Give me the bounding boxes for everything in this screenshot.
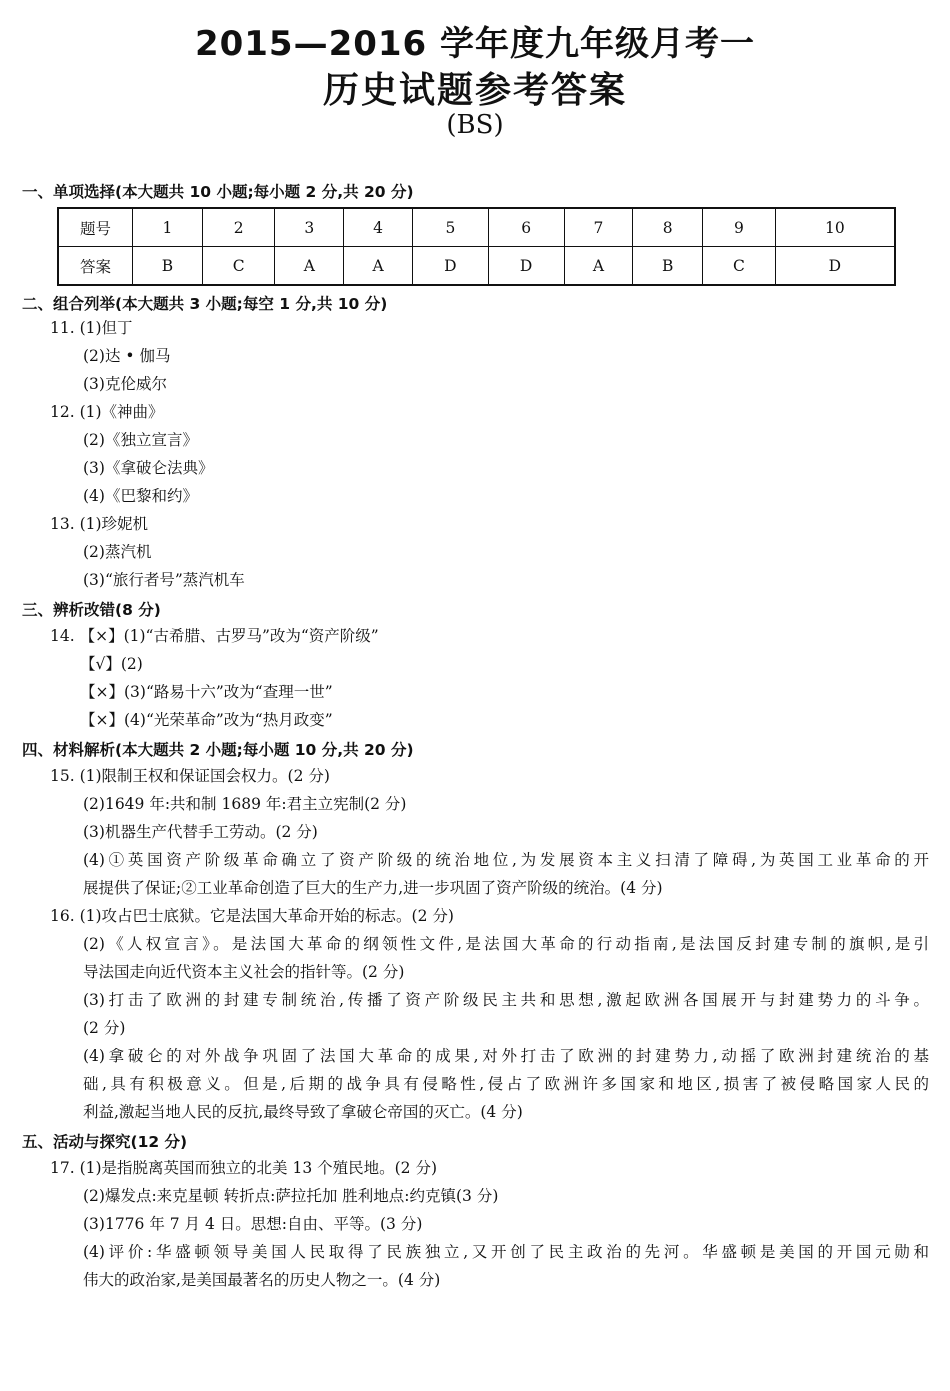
table-cell-number: 1 <box>133 208 203 247</box>
table-row-label: 题号 <box>58 208 133 247</box>
answer-line: 16. (1)攻占巴士底狱。它是法国大革命开始的标志。(2 分) <box>50 907 454 925</box>
answer-line: (4)①英国资产阶级革命确立了资产阶级的统治地位,为发展资本主义扫清了障碍,为英国工业革命的开 <box>83 851 929 869</box>
answer-line: (2)《人权宣言》。是法国大革命的纲领性文件,是法国大革命的行动指南,是法国反封建专制的旗帜,是引 <box>83 935 929 953</box>
section-heading-material-analysis: 四、材料解析(本大题共 2 小题;每小题 10 分,共 20 分) <box>22 741 414 759</box>
answer-line: 础,具有积极意义。但是,后期的战争具有侵略性,侵占了欧洲许多国家和地区,损害了被侵略国家人民的 <box>83 1075 929 1093</box>
answer-line: 【×】(4)“光荣革命”改为“热月政变” <box>80 711 333 729</box>
table-cell-number: 5 <box>413 208 489 247</box>
section-heading-combination: 二、组合列举(本大题共 3 小题;每空 1 分,共 10 分) <box>22 295 388 313</box>
answer-line: (4)评价:华盛顿领导美国人民取得了民族独立,又开创了民主政治的先河。华盛顿是美国的开国元勋和 <box>83 1243 929 1261</box>
answer-line: (2 分) <box>83 1019 126 1037</box>
answer-table <box>57 207 896 286</box>
answer-line: (4)《巴黎和约》 <box>83 487 198 505</box>
answer-line: 12. (1)《神曲》 <box>50 403 164 421</box>
answer-line: 【×】(3)“路易十六”改为“查理一世” <box>80 683 333 701</box>
answer-line: (2)1649 年:共和制 1689 年:君主立宪制(2 分) <box>83 795 407 813</box>
answer-line: (4)拿破仑的对外战争巩固了法国大革命的成果,对外打击了欧洲的封建势力,动摇了欧洲封建统治的基 <box>83 1047 929 1065</box>
table-cell-number: 7 <box>564 208 633 247</box>
document-title-line1: 2015—2016 学年度九年级月考一 <box>194 24 756 64</box>
table-cell-number: 6 <box>488 208 564 247</box>
document-title-line2: 历史试题参考答案 <box>322 70 627 111</box>
section-heading-correction: 三、辨析改错(8 分) <box>22 601 161 619</box>
answer-table-number-row <box>58 208 895 247</box>
answer-line: (3)机器生产代替手工劳动。(2 分) <box>83 823 318 841</box>
table-row-label: 答案 <box>58 247 133 286</box>
table-cell-answer: A <box>344 247 413 286</box>
answer-line: (2)达 • 伽马 <box>83 347 171 365</box>
table-cell-answer: B <box>133 247 203 286</box>
answer-line: (3)打击了欧洲的封建专制统治,传播了资产阶级民主共和思想,激起欧洲各国展开与封建势力的斗争。 <box>83 991 929 1009</box>
answer-line: 展提供了保证;②工业革命创造了巨大的生产力,进一步巩固了资产阶级的统治。(4 分) <box>83 879 663 897</box>
answer-line: 伟大的政治家,是美国最著名的历史人物之一。(4 分) <box>83 1271 441 1289</box>
answer-table-answer-row <box>58 247 895 286</box>
answer-line: 15. (1)限制王权和保证国会权力。(2 分) <box>50 767 330 785</box>
answer-line: 11. (1)但丁 <box>50 319 133 337</box>
answer-line: (3)《拿破仑法典》 <box>83 459 214 477</box>
document-edition-tag: (BS) <box>446 110 504 140</box>
table-cell-number: 8 <box>633 208 703 247</box>
answer-line: (2)蒸汽机 <box>83 543 152 561</box>
answer-line: 13. (1)珍妮机 <box>50 515 149 533</box>
table-cell-number: 10 <box>775 208 895 247</box>
section-heading-single-choice: 一、单项选择(本大题共 10 小题;每小题 2 分,共 20 分) <box>22 183 414 201</box>
answer-line: 导法国走向近代资本主义社会的指针等。(2 分) <box>83 963 405 981</box>
answer-line: (3)1776 年 7 月 4 日。思想:自由、平等。(3 分) <box>83 1215 423 1233</box>
table-cell-number: 9 <box>703 208 776 247</box>
answer-line: 利益,激起当地人民的反抗,最终导致了拿破仑帝国的灭亡。(4 分) <box>83 1103 523 1121</box>
answer-line: 【√】(2) <box>80 655 143 673</box>
answer-line: (3)“旅行者号”蒸汽机车 <box>83 571 245 589</box>
table-cell-answer: A <box>564 247 633 286</box>
table-cell-number: 2 <box>202 208 275 247</box>
answer-line: (3)克伦威尔 <box>83 375 167 393</box>
table-cell-answer: D <box>413 247 489 286</box>
answer-line: (2)爆发点:来克星顿 转折点:萨拉托加 胜利地点:约克镇(3 分) <box>83 1187 499 1205</box>
table-cell-answer: C <box>703 247 776 286</box>
table-cell-number: 4 <box>344 208 413 247</box>
table-cell-number: 3 <box>275 208 344 247</box>
table-cell-answer: D <box>775 247 895 286</box>
answer-line: 14. 【×】(1)“古希腊、古罗马”改为“资产阶级” <box>50 627 379 645</box>
section-heading-activity-inquiry: 五、活动与探究(12 分) <box>22 1133 188 1151</box>
answer-line: (2)《独立宣言》 <box>83 431 198 449</box>
answer-line: 17. (1)是指脱离英国而独立的北美 13 个殖民地。(2 分) <box>50 1159 437 1177</box>
table-cell-answer: A <box>275 247 344 286</box>
table-cell-answer: B <box>633 247 703 286</box>
table-cell-answer: C <box>202 247 275 286</box>
table-cell-answer: D <box>488 247 564 286</box>
